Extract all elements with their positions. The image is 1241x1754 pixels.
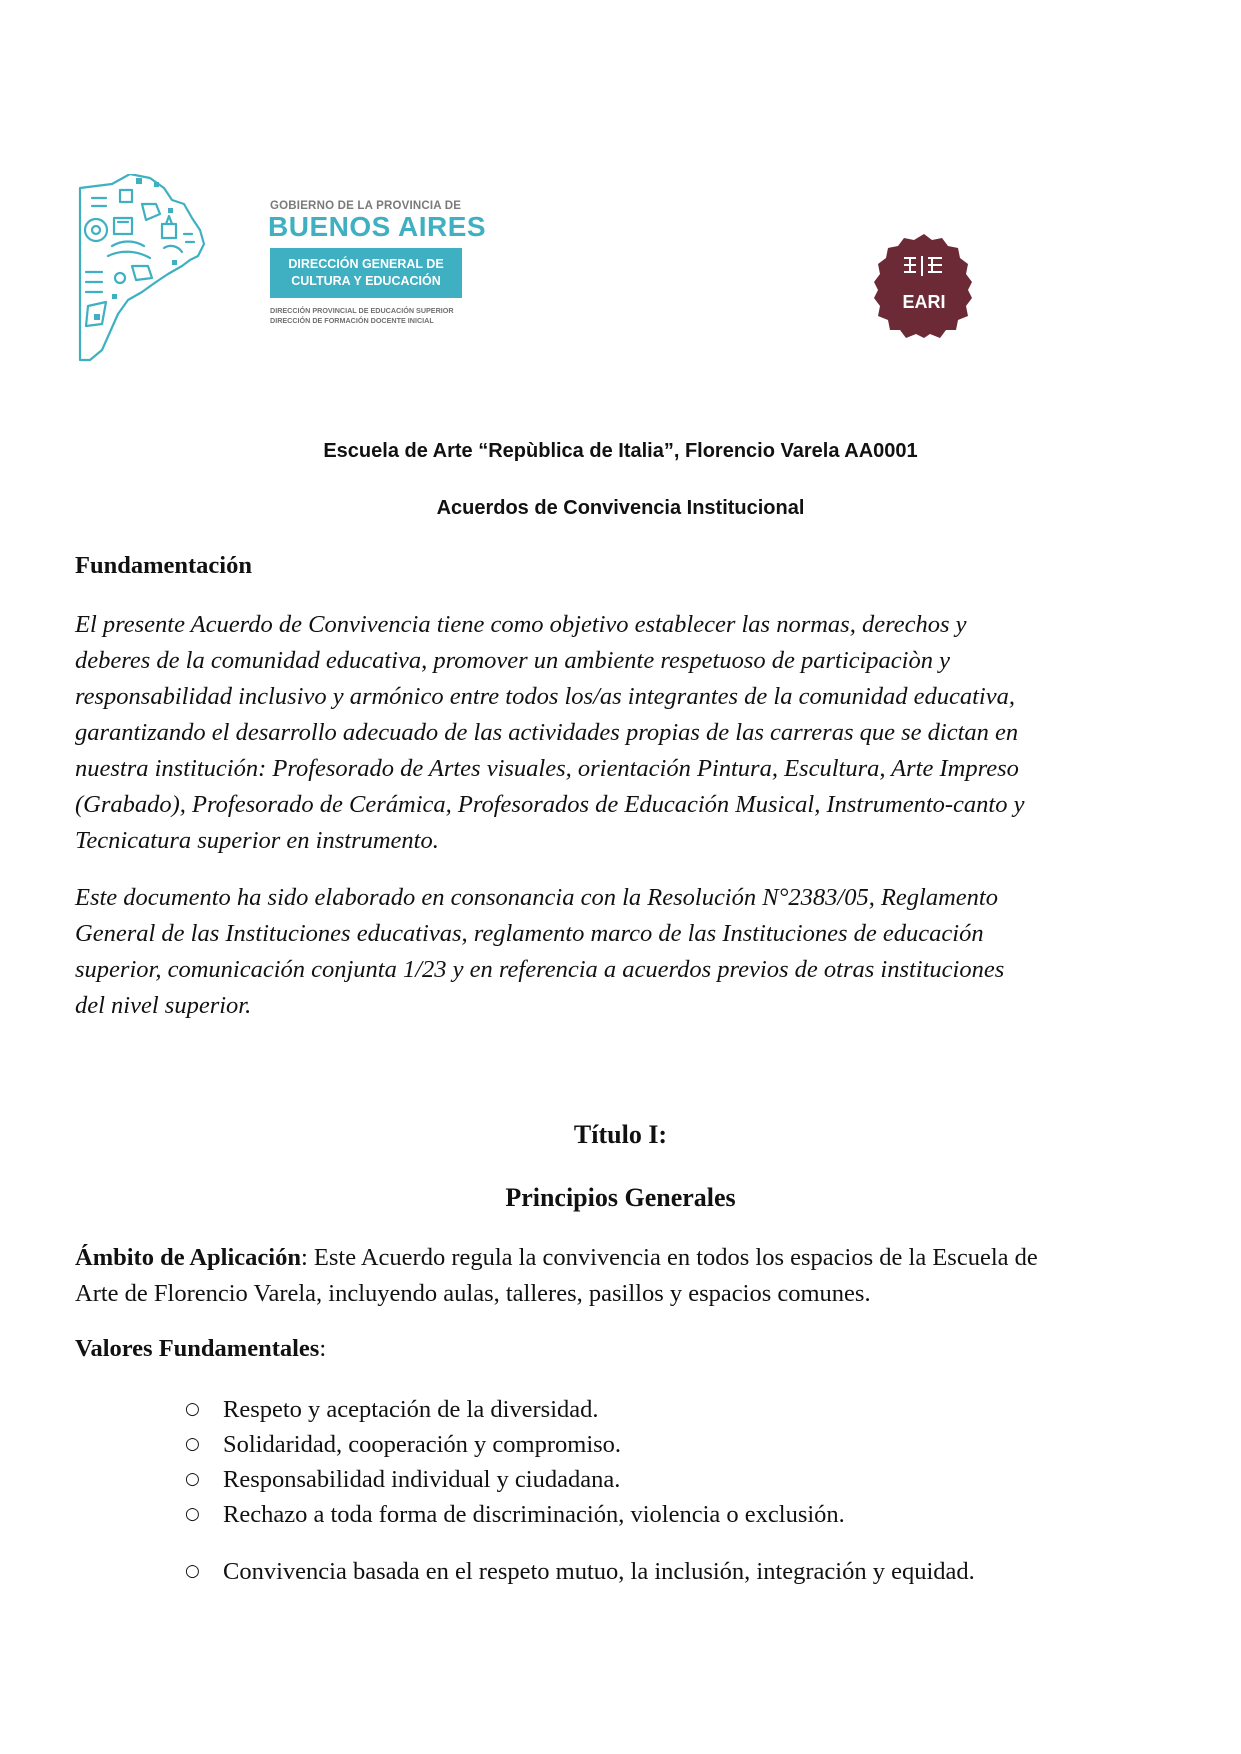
list-item-text: Convivencia basada en el respeto mutuo, la inclusión, integración y equidad. bbox=[223, 1558, 975, 1585]
paragraph-line: El presente Acuerdo de Convivencia tiene como objetivo establecer las normas, derechos y bbox=[75, 611, 967, 638]
paragraph-line: superior, comunicación conjunta 1/23 y en referencia a acuerdos previos de otras instituciones bbox=[75, 956, 1005, 983]
circle-bullet-icon: ○ bbox=[185, 1469, 200, 1489]
scope-line-1-text: : Este Acuerdo regula la convivencia en todos los espacios de la Escuela de bbox=[300, 1244, 1038, 1271]
agreement-title: Acuerdos de Convivencia Institucional bbox=[436, 497, 805, 519]
logo-directorate-box bbox=[270, 248, 462, 298]
scope-label: Ámbito de Aplicación bbox=[75, 1244, 301, 1271]
circle-bullet-icon: ○ bbox=[185, 1434, 200, 1454]
list-item bbox=[185, 1554, 975, 1589]
section-heading-fundamentacion: Fundamentación bbox=[75, 552, 252, 579]
paragraph-line: Tecnicatura superior en instrumento. bbox=[75, 827, 439, 854]
scope-line-2: Arte de Florencio Varela, incluyendo aulas, talleres, pasillos y espacios comunes. bbox=[75, 1280, 871, 1307]
school-name-line: Escuela de Arte “Repùblica de Italia”, Florencio Varela AA0001 bbox=[323, 440, 918, 462]
scope-line-1 bbox=[75, 1240, 1038, 1276]
scope-paragraph bbox=[75, 1240, 1038, 1312]
logo-government-line: GOBIERNO DE LA PROVINCIA DE bbox=[270, 200, 462, 212]
logo-sub-directorate-1: DIRECCIÓN PROVINCIAL DE EDUCACIÓN SUPERIOR bbox=[270, 306, 454, 315]
eari-seal-logo bbox=[870, 232, 978, 340]
paragraph-line: nuestra institución: Profesorado de Artes visuales, orientación Pintura, Escultura, Arte Impreso bbox=[75, 755, 1019, 782]
values-label-suffix: : bbox=[319, 1335, 327, 1362]
list-item-text: Responsabilidad individual y ciudadana. bbox=[223, 1466, 621, 1493]
circle-bullet-icon: ○ bbox=[185, 1504, 200, 1524]
logo-sub-directorate-2: DIRECCIÓN DE FORMACIÓN DOCENTE INICIAL bbox=[270, 316, 434, 325]
paragraph-line: (Grabado), Profesorado de Cerámica, Profesorados de Educación Musical, Instrumento-canto y bbox=[75, 791, 1025, 818]
list-item-text: Solidaridad, cooperación y compromiso. bbox=[223, 1431, 622, 1458]
logo-directorate-line1: DIRECCIÓN GENERAL DE bbox=[288, 257, 444, 271]
paragraph-line: garantizando el desarrollo adecuado de las actividades propias de las carreras que se dictan en bbox=[75, 719, 1019, 746]
values-label: Valores Fundamentales bbox=[75, 1335, 320, 1362]
paragraph-line: Este documento ha sido elaborado en consonancia con la Resolución N°2383/05, Reglamento bbox=[75, 884, 998, 911]
province-government-logo bbox=[268, 200, 487, 332]
values-heading bbox=[75, 1335, 326, 1363]
list-item bbox=[185, 1497, 975, 1532]
list-item-text: Respeto y aceptación de la diversidad. bbox=[223, 1396, 599, 1423]
paragraph-line: General de las Instituciones educativas, reglamento marco de las Instituciones de educación bbox=[75, 920, 984, 947]
list-item bbox=[185, 1462, 975, 1497]
title-name: Principios Generales bbox=[505, 1183, 736, 1212]
circle-bullet-icon: ○ bbox=[185, 1399, 200, 1419]
list-item-text: Rechazo a toda forma de discriminación, violencia o exclusión. bbox=[223, 1501, 845, 1528]
logo-directorate-line2: CULTURA Y EDUCACIÓN bbox=[291, 274, 441, 288]
eari-seal-text: EARI bbox=[902, 292, 946, 312]
logo-province-name: BUENOS AIRES bbox=[268, 211, 487, 242]
list-item bbox=[185, 1427, 975, 1462]
paragraph-line: responsabilidad inclusivo y armónico entre todos los/as integrantes de la comunidad educativa, bbox=[75, 683, 1015, 710]
buenos-aires-map-logo bbox=[72, 174, 212, 362]
list-item bbox=[185, 1392, 975, 1427]
title-number: Título I: bbox=[573, 1120, 668, 1149]
paragraph-line: deberes de la comunidad educativa, promover un ambiente respetuoso de participaciòn y bbox=[75, 647, 950, 674]
fundamentacion-paragraph-1 bbox=[75, 607, 1175, 859]
paragraph-line: del nivel superior. bbox=[75, 992, 252, 1019]
fundamentacion-paragraph-2 bbox=[75, 880, 1175, 1024]
values-list bbox=[185, 1392, 975, 1589]
circle-bullet-icon: ○ bbox=[185, 1561, 200, 1581]
